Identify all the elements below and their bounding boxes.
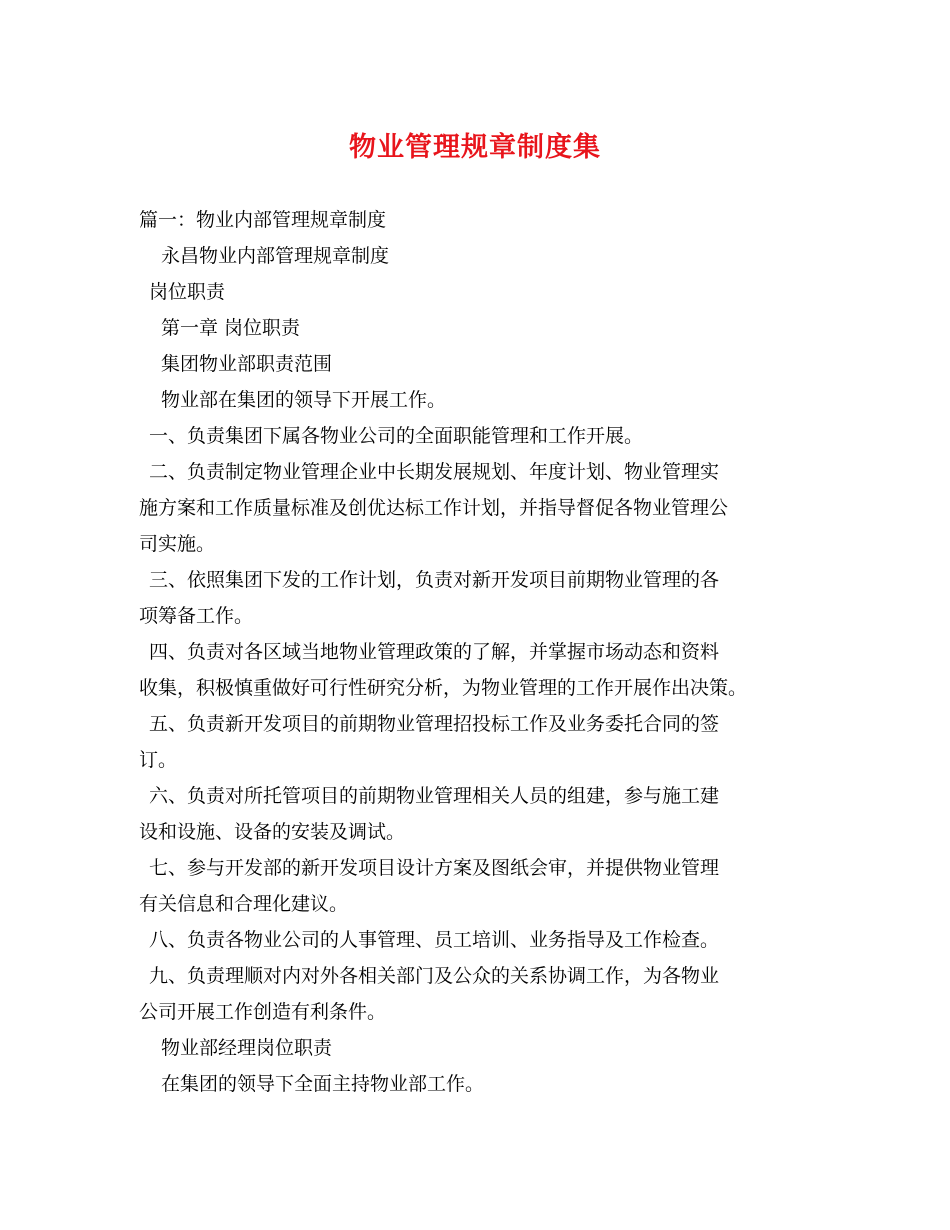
section-label: 岗位职责 <box>149 281 226 303</box>
list-item: 一、负责集团下属各物业公司的全面职能管理和工作开展。 <box>149 425 644 447</box>
list-item: 六、负责对所托管项目的前期物业管理相关人员的组建，参与施工建 <box>149 785 720 807</box>
list-item-continuation: 设和设施、设备的安装及调试。 <box>139 821 406 843</box>
list-item: 二、负责制定物业管理企业中长期发展规划、年度计划、物业管理实 <box>149 461 720 483</box>
list-item: 五、负责新开发项目的前期物业管理招投标工作及业务委托合同的签 <box>149 713 720 735</box>
scope-heading: 集团物业部职责范围 <box>161 353 333 375</box>
document-body <box>139 202 819 1102</box>
chapter-heading: 第一章 岗位职责 <box>161 317 301 339</box>
intro-line: 物业部在集团的领导下开展工作。 <box>161 389 447 411</box>
list-item-continuation: 有关信息和合理化建议。 <box>139 893 349 915</box>
list-item-continuation: 司实施。 <box>139 533 216 555</box>
manager-heading: 物业部经理岗位职责 <box>161 1037 333 1059</box>
list-item-continuation: 收集，积极慎重做好可行性研究分析，为物业管理的工作开展作出决策。 <box>139 677 748 699</box>
section-heading: 篇一：物业内部管理规章制度 <box>139 209 387 231</box>
list-item-continuation: 订。 <box>139 749 178 771</box>
document-title: 物业管理规章制度集 <box>349 132 601 163</box>
list-item: 九、负责理顺对内对外各相关部门及公众的关系协调工作，为各物业 <box>149 965 720 987</box>
list-item: 七、参与开发部的新开发项目设计方案及图纸会审，并提供物业管理 <box>149 857 720 879</box>
list-item-continuation: 施方案和工作质量标准及创优达标工作计划，并指导督促各物业管理公 <box>139 497 729 519</box>
list-item: 三、依照集团下发的工作计划，负责对新开发项目前期物业管理的各 <box>149 569 720 591</box>
list-item-continuation: 项筹备工作。 <box>139 605 254 627</box>
list-item-continuation: 公司开展工作创造有利条件。 <box>139 1001 387 1023</box>
subsection-heading: 永昌物业内部管理规章制度 <box>161 245 390 267</box>
list-item: 八、负责各物业公司的人事管理、员工培训、业务指导及工作检查。 <box>149 929 720 951</box>
list-item: 四、负责对各区域当地物业管理政策的了解，并掌握市场动态和资料 <box>149 641 720 663</box>
manager-line: 在集团的领导下全面主持物业部工作。 <box>161 1073 485 1095</box>
